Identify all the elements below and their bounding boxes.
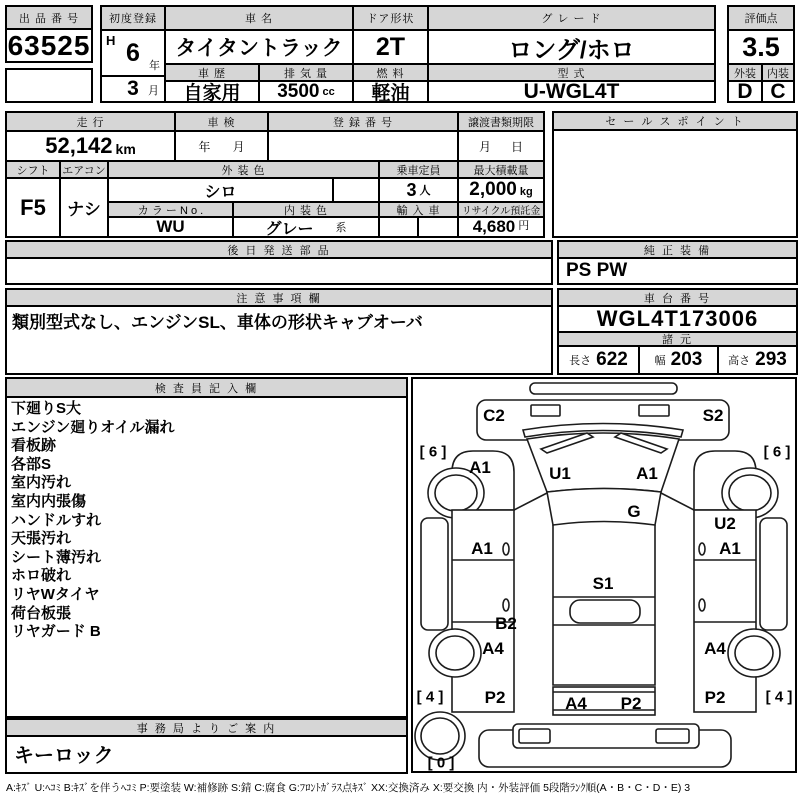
registration-number-label: 登 録 番 号 (267, 113, 457, 130)
sales-point-box (552, 111, 798, 238)
damage-code-label: B2 (495, 614, 517, 633)
fuel-value: 軽油 (352, 80, 427, 101)
height-label: 高さ (728, 355, 751, 367)
office-notice-text: キーロック (14, 745, 114, 767)
capacity-label: 乗車定員 (378, 160, 457, 177)
car-name-value: タイタントラック (164, 29, 352, 63)
inspector-note-line: 室内内張傷 (11, 492, 87, 510)
first-registration-year (102, 29, 164, 75)
registration-month-value: 3 (127, 77, 139, 100)
damage-code-label: A1 (469, 458, 491, 477)
first-registration-month (102, 75, 164, 101)
interior-color-label: 内 装 色 (232, 201, 378, 216)
max-load-value (457, 177, 543, 201)
height-value: 293 (755, 349, 787, 370)
damage-code-label: C2 (483, 406, 505, 425)
damage-code-label: A4 (565, 694, 587, 713)
chassis-number-label: 車 台 番 号 (559, 290, 796, 305)
color-no-label: カ ラ ー N o . (107, 201, 232, 216)
exterior-grade-value: D (729, 80, 761, 101)
shift-value: F5 (7, 177, 59, 236)
displacement-value (258, 80, 352, 101)
inspector-note-line: 各部S (11, 455, 52, 473)
displacement-unit: cc (322, 86, 335, 98)
damage-code-label: G (627, 502, 641, 521)
later-parts-label: 後 日 発 送 部 品 (7, 242, 551, 259)
interior-color-suffix: 系 (335, 222, 347, 234)
exterior-color-label: 外 装 色 (107, 160, 378, 177)
spec-width-cell (638, 345, 717, 373)
inspector-note-line: シート薄汚れ (11, 548, 102, 566)
mileage-value (7, 130, 174, 160)
notes-box (5, 288, 553, 375)
score-label: 評価点 (729, 7, 793, 29)
damage-code-label: A1 (719, 539, 741, 558)
displacement-label: 排 気 量 (258, 63, 352, 80)
model-code-label: 型 式 (427, 63, 714, 80)
damage-code-label: P2 (620, 694, 642, 713)
inspector-notes-list (11, 400, 405, 642)
damage-code-label: [ 6 ] (419, 443, 447, 461)
max-load-number: 2,000 (469, 179, 517, 200)
inspector-note-line: リヤガード B (11, 623, 101, 641)
era-code: H (106, 33, 116, 48)
transfer-month-unit: 月 (478, 139, 491, 154)
capacity-value (378, 177, 457, 201)
aircon-value: ナシ (59, 177, 107, 236)
interior-color-value (232, 216, 378, 236)
damage-diagram-labels (413, 379, 795, 771)
transfer-day-unit: 日 (510, 139, 523, 154)
length-label: 長さ (569, 355, 592, 367)
interior-grade-value: C (761, 80, 793, 101)
capacity-unit: 人 (419, 185, 431, 197)
length-value: 622 (596, 349, 628, 370)
damage-code-label: U2 (714, 514, 736, 533)
vehicle-header-table (100, 5, 716, 103)
inspector-note-line: エンジン廻りオイル漏れ (11, 418, 175, 436)
width-value: 203 (670, 349, 703, 370)
office-notice-label: 事 務 局 よ り ご 案 内 (7, 720, 406, 737)
auction-number-label: 出 品 番 号 (7, 7, 91, 28)
auction-number-empty-box (5, 68, 93, 103)
chassis-box (557, 288, 798, 375)
chassis-number-value: WGL4T173006 (559, 305, 796, 331)
spec-height-cell (717, 345, 796, 373)
score-value: 3.5 (729, 29, 793, 63)
damage-code-label: [ 4 ] (416, 688, 444, 706)
notes-label: 注 意 事 項 欄 (7, 290, 551, 307)
interior-color-name: グレー (265, 220, 314, 236)
oem-equipment-box (557, 240, 798, 285)
max-load-unit: kg (519, 186, 533, 198)
capacity-number: 3 (406, 179, 417, 200)
aircon-label: エアコン (59, 160, 107, 177)
month-unit: 月 (148, 85, 159, 97)
max-load-label: 最大積載量 (457, 160, 543, 177)
inspector-note-line: リヤWタイヤ (11, 585, 100, 603)
inspector-note-line: ホロ破れ (11, 567, 72, 585)
damage-code-label: U1 (549, 464, 571, 483)
door-shape-label: ドア形状 (352, 7, 427, 29)
displacement-number: 3500 (277, 80, 320, 101)
fuel-label: 燃 料 (352, 63, 427, 80)
auction-number-value: 63525 (7, 29, 91, 61)
damage-code-label: [ 0 ] (427, 754, 455, 772)
width-label: 幅 (654, 355, 666, 367)
import-car-cell-2 (417, 216, 457, 236)
damage-code-label: A1 (471, 539, 493, 558)
registration-number-value (267, 130, 457, 160)
inspector-note-line: 室内汚れ (11, 474, 72, 492)
grade-label: グ レ ー ド (427, 7, 714, 29)
notes-text: 類別型式なし、エンジンSL、車体の形状キャブオーバ (12, 312, 423, 332)
damage-code-label: P2 (484, 688, 506, 707)
damage-code-label: [ 4 ] (765, 688, 793, 706)
damage-code-label: S2 (702, 406, 724, 425)
first-registration-label: 初度登録 (102, 7, 164, 29)
inspector-note-line: 天張汚れ (11, 530, 72, 548)
year-unit: 年 (149, 60, 160, 72)
middle-table (5, 111, 545, 238)
inspector-note-line: 看板跡 (11, 437, 57, 455)
recycle-deposit-unit: 円 (518, 220, 530, 232)
damage-code-label: A1 (636, 464, 658, 483)
damage-code-label: A4 (704, 639, 726, 658)
shaken-year-unit: 年 (198, 139, 211, 154)
import-car-cell-1 (378, 216, 417, 236)
legend-text: A:ｷｽﾞ U:ﾍｺﾐ B:ｷｽﾞを伴うﾍｺﾐ P:要塗装 W:補修跡 S:錆 C:腐食 G:ﾌﾛﾝﾄｶﾞﾗｽ点ｷｽﾞ XX:交換済み X:要交換 内・外装評価 5段階ﾗﾝｸ順(A・B・C・D・E) 3 (6, 782, 691, 794)
inspector-note-line: ハンドルすれ (11, 511, 102, 529)
recycle-deposit-number: 4,680 (472, 217, 516, 236)
transfer-deadline-value (457, 130, 543, 160)
damage-code-label: [ 6 ] (763, 443, 791, 461)
grade-value: ロング/ホロ (427, 29, 714, 63)
spec-length-cell (559, 345, 638, 373)
score-box (727, 5, 795, 103)
specs-label: 諸 元 (559, 331, 796, 345)
exterior-color-empty-cell (332, 177, 378, 201)
oem-equipment-value: PS PW (566, 260, 628, 281)
registration-year-value: 6 (126, 38, 140, 67)
mileage-label: 走 行 (7, 113, 174, 130)
car-history-label: 車 歴 (164, 63, 258, 80)
recycle-deposit-value (457, 216, 543, 236)
damage-code-label: A4 (482, 639, 504, 658)
recycle-deposit-label: リサイクル預託金 (457, 201, 543, 216)
office-notice-box (5, 718, 408, 774)
exterior-grade-label: 外装 (729, 63, 761, 80)
door-shape-value: 2T (352, 29, 427, 63)
shaken-value (174, 130, 267, 160)
shift-label: シフト (7, 160, 59, 177)
car-name-label: 車 名 (164, 7, 352, 29)
damage-code-label: S1 (592, 574, 614, 593)
damage-code-label: P2 (704, 688, 726, 707)
damage-diagram-box (411, 377, 797, 773)
inspector-notes-label: 検 査 員 記 入 欄 (7, 379, 406, 398)
sales-point-label: セ ー ル ス ポ イ ン ト (554, 113, 796, 131)
shaken-label: 車 検 (174, 113, 267, 130)
import-car-label: 輸 入 車 (378, 201, 457, 216)
later-parts-box (5, 240, 553, 285)
interior-grade-label: 内装 (761, 63, 793, 80)
inspector-note-line: 下廻りS大 (11, 400, 82, 417)
color-no-value: WU (107, 216, 232, 236)
shaken-month-unit: 月 (232, 139, 245, 154)
auction-number-box (5, 5, 93, 63)
oem-equipment-label: 純 正 装 備 (559, 242, 796, 259)
transfer-deadline-label: 譲渡書類期限 (457, 113, 543, 130)
exterior-color-value: シロ (107, 177, 332, 201)
inspector-note-line: 荷台板張 (11, 604, 72, 622)
mileage-unit: km (115, 141, 136, 157)
inspector-notes-box (5, 377, 408, 718)
car-history-value: 自家用 (164, 80, 258, 101)
mileage-number: 52,142 (45, 133, 113, 158)
model-code-value: U-WGL4T (427, 80, 714, 101)
